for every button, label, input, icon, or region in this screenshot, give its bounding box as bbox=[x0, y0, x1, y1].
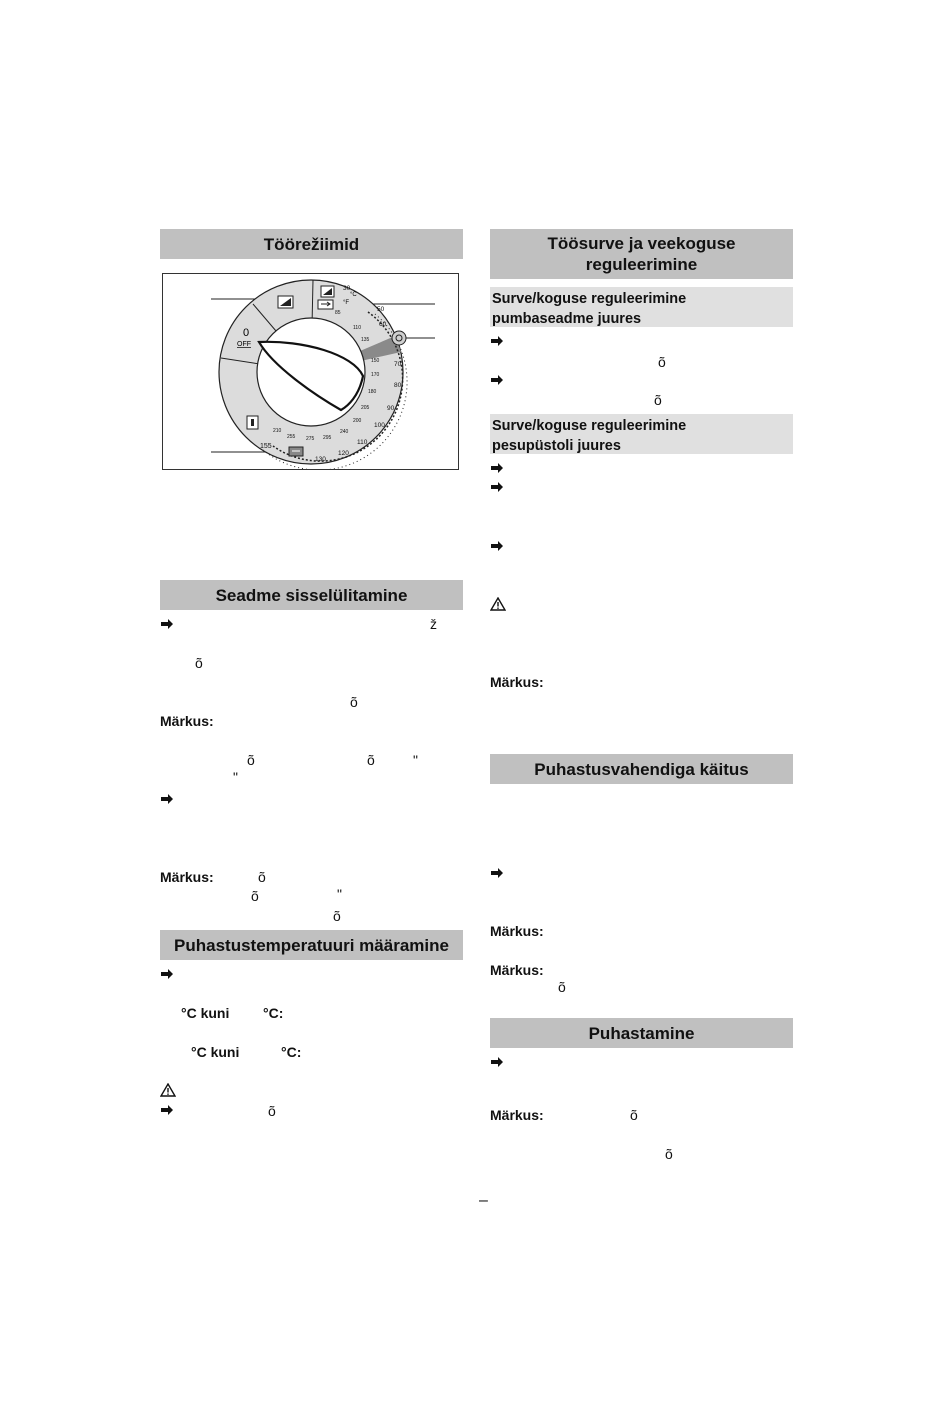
arrow-right-icon bbox=[490, 373, 504, 387]
tick-155: 155 bbox=[260, 443, 272, 450]
arrow-right-icon bbox=[160, 792, 174, 806]
temp-range-label: °C kuni bbox=[191, 1044, 240, 1060]
temp-range-unit: °C: bbox=[263, 1005, 284, 1021]
text-fragment: õ bbox=[558, 979, 566, 995]
temp-range-unit: °C: bbox=[281, 1044, 302, 1060]
arrow-right-icon bbox=[490, 539, 504, 553]
steam-icon bbox=[318, 300, 333, 309]
section-header-operating-modes bbox=[160, 229, 463, 259]
arrow-right-icon bbox=[490, 1055, 504, 1069]
unit-celsius-label: °C bbox=[350, 292, 357, 298]
arrow-right-icon bbox=[490, 334, 504, 348]
tick-200: 200 bbox=[353, 418, 362, 424]
steam-bottom-icon bbox=[289, 447, 303, 456]
text-fragment: õ bbox=[247, 752, 255, 768]
arrow-right-icon bbox=[490, 461, 504, 475]
tick-80: 80 bbox=[394, 382, 402, 389]
note-label: Märkus: bbox=[490, 674, 544, 690]
tick-295: 295 bbox=[323, 435, 332, 441]
subheader-pump bbox=[490, 287, 793, 327]
arrow-right-icon bbox=[490, 866, 504, 880]
text-fragment: " bbox=[233, 769, 238, 785]
subheader-gun bbox=[490, 414, 793, 454]
section-title: Puhastamine bbox=[588, 1023, 695, 1043]
section-title: Puhastusvahendiga käitus bbox=[534, 759, 749, 779]
setting-circle-icon bbox=[392, 331, 406, 345]
hot-water-icon bbox=[321, 286, 334, 297]
note-label: Märkus: bbox=[490, 962, 544, 978]
text-fragment: õ bbox=[665, 1146, 673, 1162]
text-fragment: õ bbox=[258, 869, 266, 885]
tick-130: 130 bbox=[315, 456, 326, 463]
tick-70: 70 bbox=[394, 361, 402, 368]
text-fragment: õ bbox=[268, 1103, 276, 1119]
tick-90: 90 bbox=[387, 405, 395, 412]
text-fragment: õ bbox=[630, 1107, 638, 1123]
tick-210: 210 bbox=[273, 428, 282, 434]
page-number-mark: – bbox=[479, 1192, 488, 1209]
tick-205: 205 bbox=[361, 405, 370, 411]
tick-120: 120 bbox=[338, 450, 349, 457]
subheader-line1: Surve/koguse reguleerimine bbox=[492, 291, 687, 307]
text-fragment: " bbox=[337, 886, 342, 902]
text-fragment: õ bbox=[350, 694, 358, 710]
arrow-right-icon bbox=[160, 967, 174, 981]
text-fragment: õ bbox=[251, 888, 259, 904]
text-fragment: õ bbox=[658, 354, 666, 370]
note-label: Märkus: bbox=[160, 869, 214, 885]
tick-100: 100 bbox=[374, 422, 385, 429]
warning-icon bbox=[160, 1083, 176, 1097]
section-title: Puhastustemperatuuri määramine bbox=[174, 935, 449, 955]
section-title: Töörežiimid bbox=[263, 234, 360, 254]
tick-240: 240 bbox=[340, 429, 349, 435]
tick-135: 135 bbox=[361, 337, 370, 343]
tick-50: 50 bbox=[377, 306, 385, 313]
section-header-detergent bbox=[490, 754, 793, 784]
arrow-right-icon bbox=[160, 617, 174, 631]
detergent-icon bbox=[247, 416, 258, 429]
text-fragment: ž bbox=[430, 616, 437, 632]
note-label: Märkus: bbox=[490, 1107, 544, 1123]
dial-zero-label: 0 bbox=[243, 327, 250, 339]
tick-110f: 110 bbox=[353, 325, 361, 331]
text-fragment: õ bbox=[333, 908, 341, 924]
subheader-line1: Surve/koguse reguleerimine bbox=[492, 418, 687, 434]
unit-fahrenheit-label: °F bbox=[343, 300, 350, 306]
subheader-line2: pesupüstoli juures bbox=[492, 438, 621, 454]
section-header-switch-on bbox=[160, 580, 463, 610]
dial-off-label: OFF bbox=[237, 341, 251, 348]
tick-30: 30 bbox=[343, 285, 351, 292]
tick-275: 275 bbox=[306, 436, 315, 442]
arrow-right-icon bbox=[490, 480, 504, 494]
note-label: Märkus: bbox=[490, 923, 544, 939]
text-fragment: õ bbox=[195, 655, 203, 671]
section-title: Seadme sisselülitamine bbox=[215, 585, 408, 605]
section-title-line1: Töösurve ja veekoguse bbox=[547, 234, 736, 253]
text-fragment: õ bbox=[654, 392, 662, 408]
warning-icon bbox=[490, 597, 506, 611]
tick-150: 150 bbox=[371, 358, 380, 364]
tick-255: 255 bbox=[287, 434, 296, 440]
tick-170: 170 bbox=[371, 372, 380, 378]
tick-60: 60 bbox=[379, 321, 387, 328]
section-title-line2: reguleerimine bbox=[585, 255, 698, 274]
tick-85: 85 bbox=[335, 310, 341, 316]
tick-180: 180 bbox=[368, 389, 377, 395]
selector-dial-illustration bbox=[162, 273, 459, 470]
tick-110: 110 bbox=[357, 439, 368, 446]
high-pressure-icon bbox=[278, 296, 293, 308]
section-header-cleaning bbox=[490, 1018, 793, 1048]
dial-svg bbox=[163, 274, 458, 469]
text-fragment: " bbox=[413, 752, 418, 768]
note-label: Märkus: bbox=[160, 713, 214, 729]
text-fragment: õ bbox=[367, 752, 375, 768]
section-header-pressure bbox=[490, 229, 793, 279]
subheader-line2: pumbaseadme juures bbox=[492, 311, 642, 327]
arrow-right-icon bbox=[160, 1103, 174, 1117]
section-header-temperature bbox=[160, 930, 463, 960]
temp-range-label: °C kuni bbox=[181, 1005, 230, 1021]
